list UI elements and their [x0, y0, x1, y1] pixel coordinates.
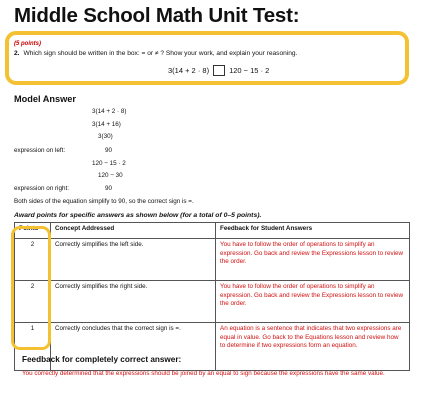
- right-expression-label: expression on right:: [14, 185, 69, 192]
- table-row: [15, 239, 410, 281]
- question-highlight-box: [5, 31, 409, 85]
- row-concept: Correctly simplifies the left side.: [51, 239, 216, 281]
- left-expression: 3(14 + 2 · 8): [168, 66, 210, 75]
- row-points: 2: [15, 281, 51, 323]
- feedback-header: Feedback for Student Answers: [216, 223, 410, 239]
- row-feedback: You have to follow the order of operations to simplify an expression. Go back and review the Expressions lesson to review the order.: [216, 239, 410, 281]
- points-column-highlight: [11, 226, 51, 350]
- points-header: Points: [15, 223, 51, 239]
- question-expression: [168, 65, 269, 76]
- row-concept: Correctly simplifies the right side.: [51, 281, 216, 323]
- model-answer-heading: Model Answer: [14, 94, 76, 104]
- right-step-2: 120 − 30: [98, 172, 123, 179]
- question-prompt: Which sign should be written in the box: = or ≠ ? Show your work, and explain your reasoning.: [23, 50, 298, 57]
- question-number: 2.: [14, 50, 20, 57]
- row-points: 2: [15, 239, 51, 281]
- award-instructions: Award points for specific answers as shown below (for a total of 0–5 points).: [14, 212, 262, 219]
- left-expression-value: 90: [105, 147, 113, 154]
- feedback-text: You correctly determined that the expressions should be joined by an equal to sign because the expressions have the same value.: [22, 370, 385, 377]
- row-feedback: You have to follow the order of operations to simplify an expression. Go back and review the Expressions lesson to review the order.: [216, 281, 410, 323]
- row-concept: Correctly concludes that the correct sign is =.: [51, 323, 216, 371]
- rubric-table: [14, 222, 410, 371]
- question-text: [14, 50, 297, 57]
- feedback-heading: Feedback for completely correct answer:: [22, 355, 182, 364]
- right-step-1: 120 − 15 · 2: [92, 160, 126, 167]
- row-points: 1: [15, 323, 51, 371]
- left-step-1: 3(14 + 2 · 8): [92, 108, 127, 115]
- right-expression: 120 − 15 · 2: [229, 66, 270, 75]
- row-feedback: An equation is a sentence that indicates that two expressions are equal in value. Go back to the Equations lesson and review how to determine if two expressions form an equation.: [216, 323, 410, 371]
- rubric-header-row: [15, 223, 410, 239]
- left-step-2: 3(14 + 16): [92, 121, 121, 128]
- answer-box: [213, 65, 225, 76]
- left-step-3: 3(30): [98, 133, 113, 140]
- concept-header: Concept Addressed: [51, 223, 216, 239]
- question-points: (5 points): [14, 41, 41, 47]
- right-expression-value: 90: [105, 185, 113, 192]
- model-answer-conclusion: Both sides of the equation simplify to 90, so the correct sign is =.: [14, 198, 194, 205]
- table-row: [15, 281, 410, 323]
- page-title: Middle School Math Unit Test:: [14, 4, 300, 27]
- left-expression-label: expression on left:: [14, 147, 66, 154]
